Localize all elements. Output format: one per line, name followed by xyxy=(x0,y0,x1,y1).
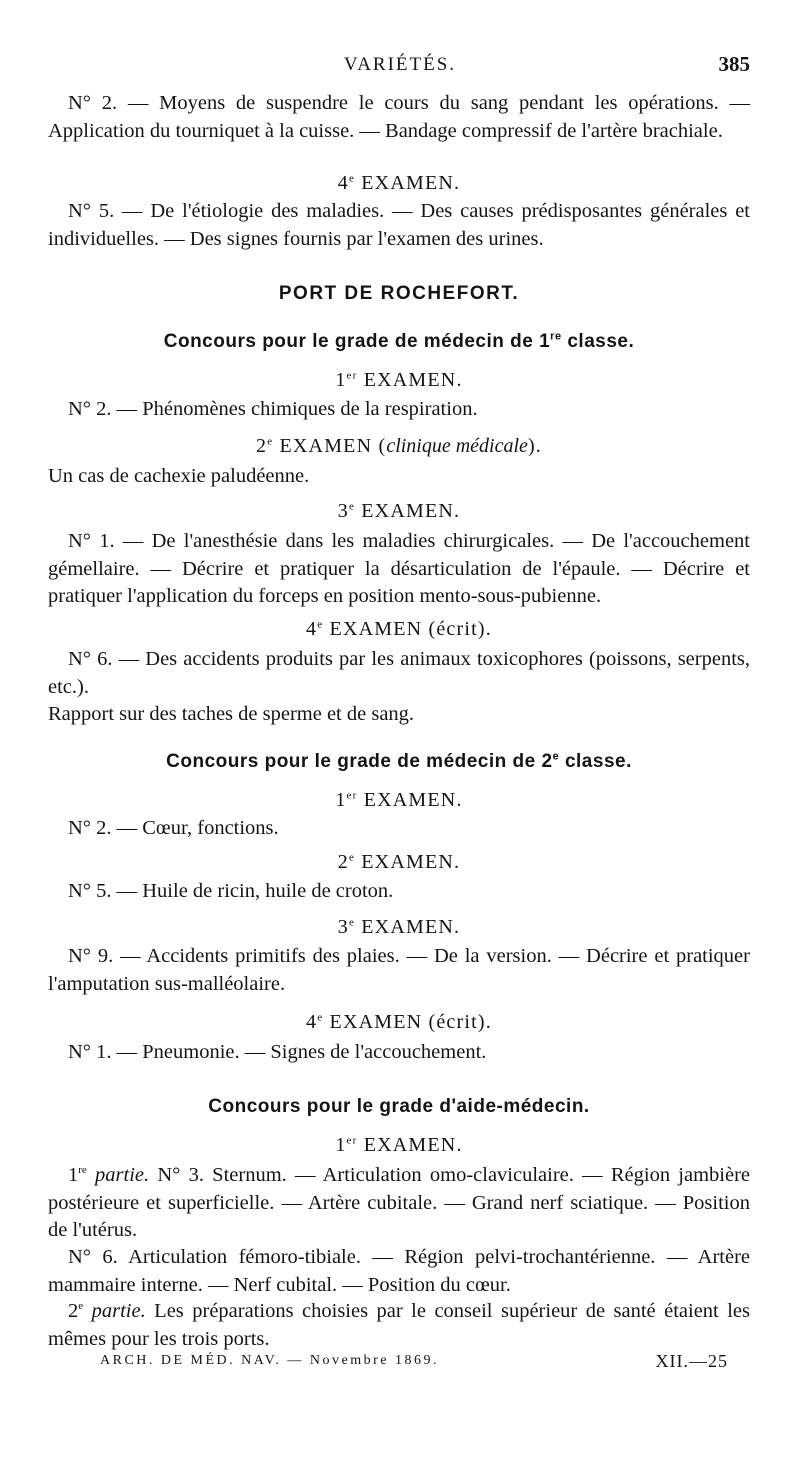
exam-heading: 4e EXAMEN. xyxy=(337,172,461,194)
exam-heading: 4e EXAMEN (écrit). xyxy=(306,1011,492,1033)
exam-heading: 3e EXAMEN. xyxy=(337,916,461,938)
page-footer xyxy=(0,1351,800,1377)
page-number: 385 xyxy=(718,52,750,76)
item-paragraph: N° 2. — Phénomènes chimiques de la respiration. xyxy=(68,398,478,420)
exam-heading: 2e EXAMEN. xyxy=(337,851,461,873)
item-paragraph: N° 9. — Accidents primitifs des plaies. — De la version. — Décrire et pratiquer l'amputation sus-malléolaire. xyxy=(48,945,750,995)
item-paragraph: N° 1. — Pneumonie. — Signes de l'accouchement. xyxy=(68,1041,487,1063)
exam-heading: 2e EXAMEN (clinique médicale). xyxy=(256,435,542,457)
item-paragraph: 1re partie. N° 3. Sternum. — Articulation omo-claviculaire. — Région jambière postérieure et superficielle. — Artère cubitale. — Grand nerf sciatique. — Position de l'utérus. xyxy=(48,1164,751,1241)
exam-heading: 3e EXAMEN. xyxy=(337,500,461,522)
running-title: VARIÉTÉS. xyxy=(343,54,457,75)
footer-signature: XII.—25 xyxy=(655,1351,728,1371)
item-paragraph: N° 5. — De l'étiologie des maladies. — Des causes prédisposantes générales et individuelles. — Des signes fournis par l'examen des urines. xyxy=(48,200,750,250)
concours-heading: Concours pour le grade de médecin de 2e classe. xyxy=(166,750,632,772)
concours-heading: Concours pour le grade d'aide-médecin. xyxy=(208,1096,590,1117)
item-paragraph: N° 5. — Huile de ricin, huile de croton. xyxy=(68,880,394,902)
exam-heading: 1er EXAMEN. xyxy=(335,369,463,391)
item-paragraph: N° 2. — Cœur, fonctions. xyxy=(68,817,279,839)
item-paragraph: N° 6. Articulation fémoro-tibiale. — Région pelvi-trochantérienne. — Artère mammaire interne. — Nerf cubital. — Position du cœur. xyxy=(48,1246,750,1296)
item-paragraph: N° 1. — De l'anesthésie dans les maladies chirurgicales. — De l'accouchement gémellaire. — Décrire et pratiquer la désarticulation de l'épaule. — Décrire et pratiquer l'application du forceps en position mento-sous-pubienne. xyxy=(48,530,750,607)
footer-journal: ARCH. DE MÉD. NAV. — Novembre 1869. xyxy=(100,1353,439,1368)
item-paragraph: Un cas de cachexie paludéenne. xyxy=(48,465,310,487)
item-paragraph: Rapport sur des taches de sperme et de sang. xyxy=(48,703,415,725)
concours-heading: Concours pour le grade de médecin de 1re classe. xyxy=(163,330,635,352)
exam-heading: 1er EXAMEN. xyxy=(335,789,463,811)
item-paragraph: N° 6. — Des accidents produits par les animaux toxicophores (poissons, serpents, etc.). xyxy=(48,648,750,698)
exam-heading: 1er EXAMEN. xyxy=(335,1134,463,1156)
item-paragraph: N° 2. — Moyens de suspendre le cours du sang pendant les opérations. — Application du tourniquet à la cuisse. — Bandage compressif de l'artère brachiale. xyxy=(48,92,750,142)
running-head xyxy=(0,52,800,82)
exam-heading: 4e EXAMEN (écrit). xyxy=(306,618,492,640)
item-paragraph: 2e partie. Les préparations choisies par le conseil supérieur de santé étaient les mêmes pour les trois ports. xyxy=(48,1300,750,1350)
section-heading: PORT DE ROCHEFORT. xyxy=(278,283,520,304)
